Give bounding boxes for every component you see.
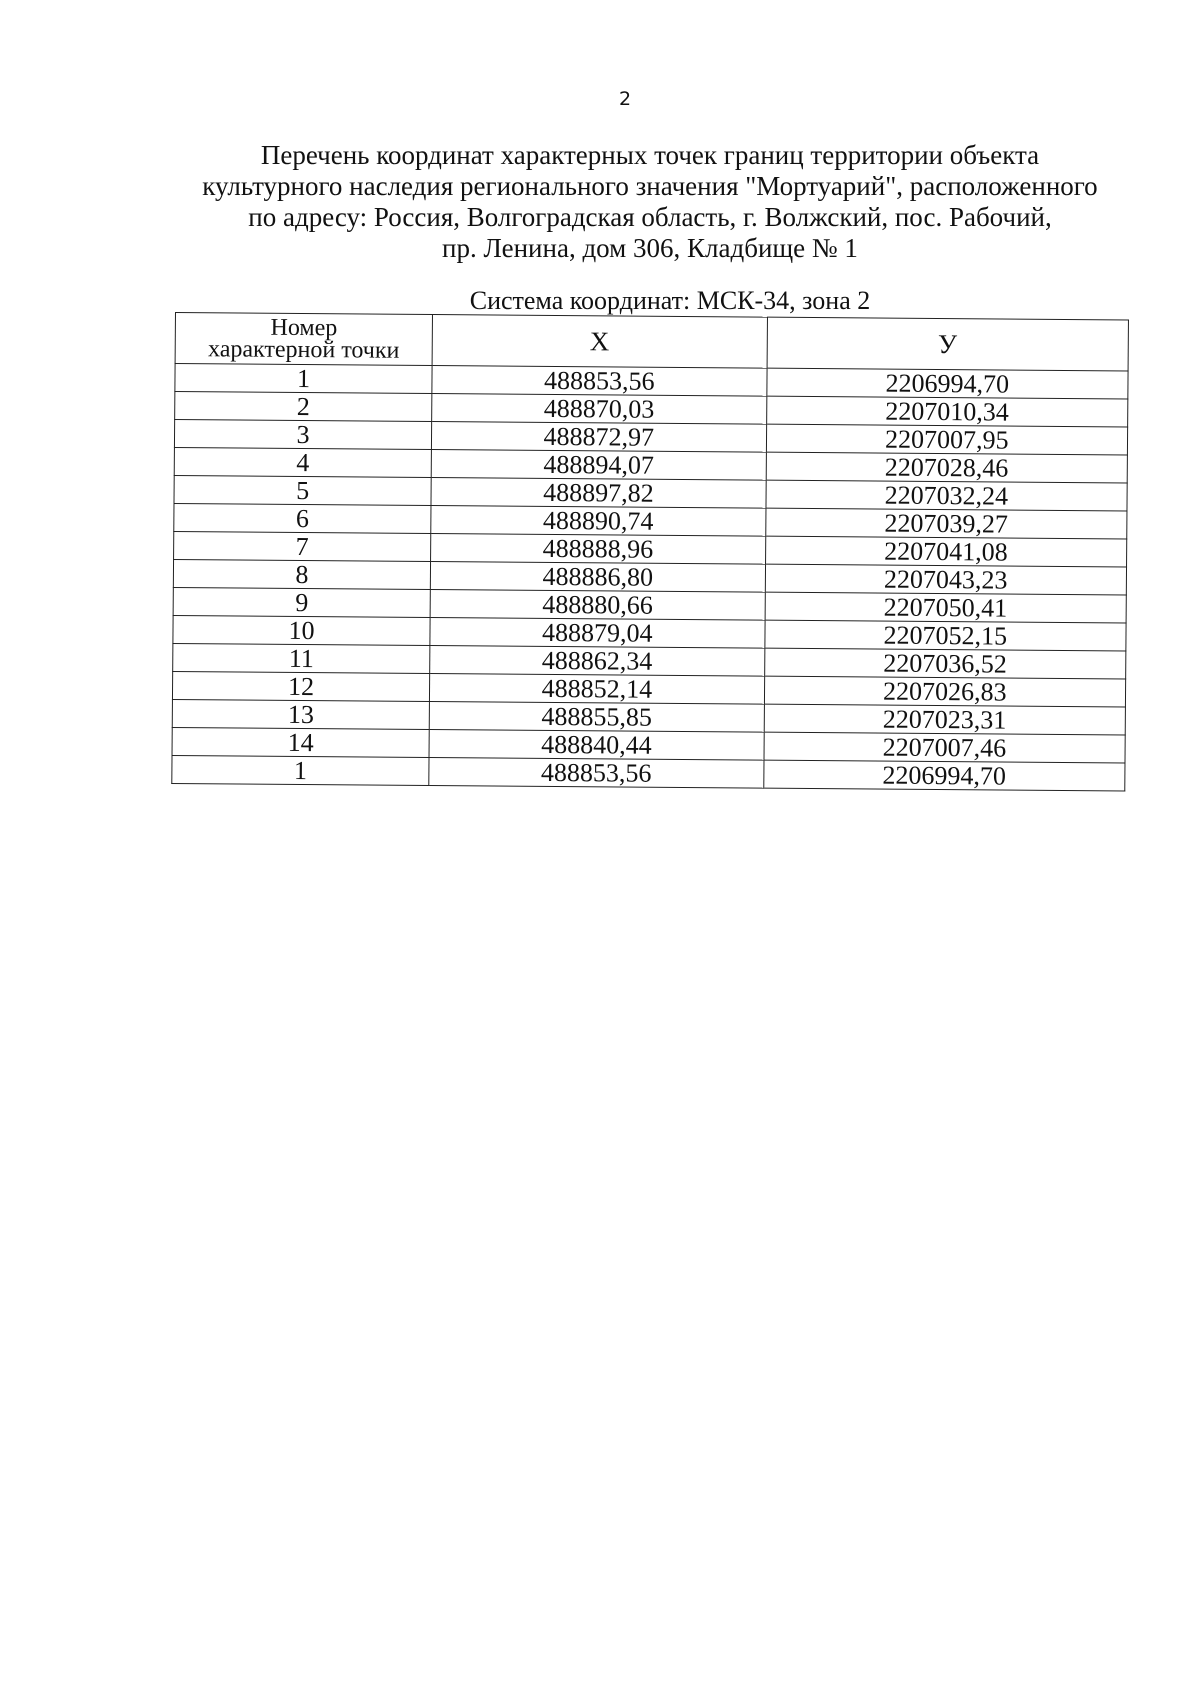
cell-point-number: 8 — [173, 559, 430, 589]
cell-point-number: 1 — [172, 755, 429, 785]
cell-x: 488897,82 — [431, 478, 766, 509]
title-line: пр. Ленина, дом 306, Кладбище № 1 — [442, 233, 858, 263]
coordinates-table — [171, 312, 1129, 791]
cell-x: 488862,34 — [430, 646, 765, 677]
cell-point-number: 3 — [174, 420, 431, 450]
page-number: 2 — [618, 88, 632, 110]
cell-point-number: 11 — [173, 643, 430, 673]
cell-x: 488872,97 — [432, 422, 767, 453]
cell-x: 488879,04 — [430, 618, 765, 649]
cell-x: 488853,56 — [429, 758, 764, 789]
table-row — [172, 755, 1125, 790]
cell-y: 2207039,27 — [765, 508, 1127, 539]
cell-point-number: 9 — [173, 587, 430, 617]
cell-x: 488888,96 — [431, 534, 766, 565]
cell-y: 2207032,24 — [766, 480, 1128, 511]
coordinate-system-caption: Система координат: МСК-34, зона 2 — [469, 286, 871, 315]
cell-y: 2206994,70 — [763, 760, 1125, 791]
cell-y: 2207052,15 — [764, 620, 1126, 651]
cell-x: 488853,56 — [432, 366, 767, 397]
cell-y: 2207023,31 — [764, 704, 1126, 735]
cell-y: 2207007,95 — [766, 424, 1128, 455]
cell-y: 2207041,08 — [765, 536, 1127, 567]
cell-point-number: 4 — [174, 447, 431, 477]
cell-y: 2207010,34 — [766, 396, 1128, 427]
cell-point-number: 6 — [174, 503, 431, 533]
header-point-number-line1: Номер — [270, 314, 338, 342]
header-point-number — [175, 313, 433, 366]
cell-y: 2207050,41 — [765, 592, 1127, 623]
title-line: по адресу: Россия, Волгоградская область, г. Волжский, пос. Рабочий, — [248, 202, 1052, 232]
cell-y: 2207036,52 — [764, 648, 1126, 679]
title-line: Перечень координат характерных точек границ территории объекта — [260, 140, 1040, 170]
cell-x: 488890,74 — [431, 506, 766, 537]
cell-point-number: 13 — [172, 699, 429, 729]
header-y: У — [767, 317, 1129, 371]
cell-point-number: 12 — [172, 671, 429, 701]
cell-point-number: 7 — [174, 531, 431, 561]
table-header-row — [175, 313, 1128, 371]
cell-point-number: 10 — [173, 615, 430, 645]
cell-y: 2207007,46 — [764, 732, 1126, 763]
cell-point-number: 14 — [172, 727, 429, 757]
header-point-number-line2: характерной точки — [208, 336, 400, 364]
cell-x: 488852,14 — [430, 674, 765, 705]
cell-y: 2206994,70 — [766, 368, 1128, 399]
cell-x: 488894,07 — [431, 450, 766, 481]
document-title — [150, 140, 1150, 264]
cell-point-number: 1 — [175, 364, 432, 394]
cell-x: 488855,85 — [429, 702, 764, 733]
cell-x: 488870,03 — [432, 394, 767, 425]
title-line: культурного наследия регионального значения "Мортуарий", расположенного — [202, 171, 1098, 201]
cell-y: 2207026,83 — [764, 676, 1126, 707]
cell-x: 488880,66 — [430, 590, 765, 621]
cell-point-number: 2 — [175, 392, 432, 422]
cell-point-number: 5 — [174, 475, 431, 505]
cell-x: 488886,80 — [430, 562, 765, 593]
cell-x: 488840,44 — [429, 730, 764, 761]
cell-y: 2207043,23 — [765, 564, 1127, 595]
cell-y: 2207028,46 — [766, 452, 1128, 483]
header-x: X — [432, 315, 767, 369]
